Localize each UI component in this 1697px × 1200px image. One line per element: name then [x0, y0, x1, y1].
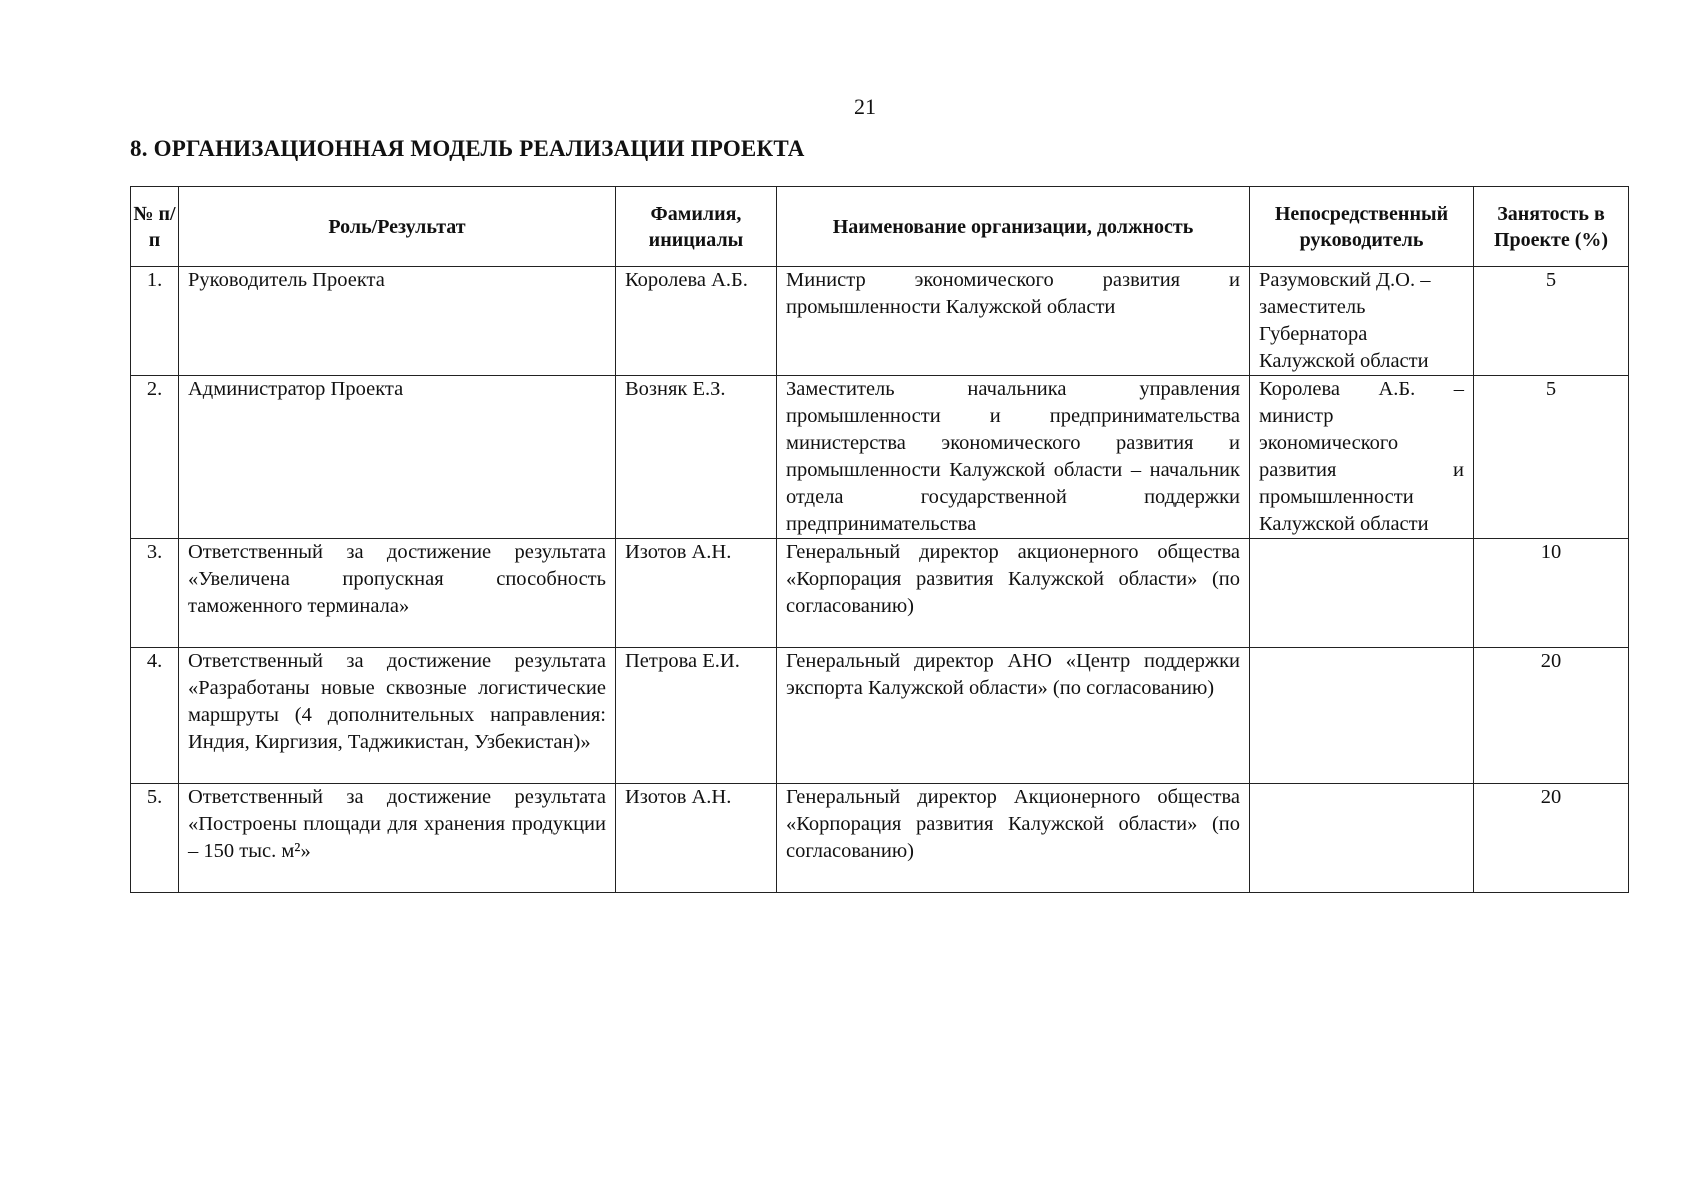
table-header-row: [131, 187, 1629, 267]
row-name: Королева А.Б.: [616, 267, 777, 376]
header-organization: Наименование организации, должность: [777, 187, 1250, 267]
row-manager: [1250, 539, 1474, 648]
row-organization: Заместитель начальника управления промышленности и предпринимательства министерства экономического развития и промышленности Калужской области – начальник отдела государственной поддержки предпринимательства: [777, 376, 1250, 539]
row-num: 5.: [131, 784, 179, 893]
row-role: Ответственный за достижение результата «Построены площади для хранения продукции – 150 тыс. м²»: [179, 784, 616, 893]
table-row: [131, 648, 1629, 784]
row-num: 3.: [131, 539, 179, 648]
row-name: Изотов А.Н.: [616, 539, 777, 648]
row-organization: Генеральный директор АНО «Центр поддержки экспорта Калужской области» (по согласованию): [777, 648, 1250, 784]
row-workload: 5: [1474, 376, 1629, 539]
row-num: 1.: [131, 267, 179, 376]
header-manager: Непосредственный руководитель: [1250, 187, 1474, 267]
table-row: [131, 267, 1629, 376]
row-num: 2.: [131, 376, 179, 539]
row-manager: Королева А.Б. – министр экономического развития и промышленности Калужской области: [1250, 376, 1474, 539]
page-number: 21: [854, 94, 876, 119]
table-row: [131, 539, 1629, 648]
organizational-model-table: [130, 186, 1629, 893]
section-title: 8. ОРГАНИЗАЦИОННАЯ МОДЕЛЬ РЕАЛИЗАЦИИ ПРОЕКТА: [130, 136, 805, 161]
row-workload: 10: [1474, 539, 1629, 648]
header-workload: Занятость в Проекте (%): [1474, 187, 1629, 267]
header-name: Фамилия, инициалы: [616, 187, 777, 267]
table-row: [131, 784, 1629, 893]
row-workload: 20: [1474, 648, 1629, 784]
table-row: [131, 376, 1629, 539]
row-name: Возняк Е.З.: [616, 376, 777, 539]
row-organization: Генеральный директор Акционерного общества «Корпорация развития Калужской области» (по согласованию): [777, 784, 1250, 893]
row-workload: 20: [1474, 784, 1629, 893]
row-organization: Министр экономического развития и промышленности Калужской области: [777, 267, 1250, 376]
row-name: Петрова Е.И.: [616, 648, 777, 784]
row-role: Ответственный за достижение результата «Разработаны новые сквозные логистические маршруты (4 дополнительных направления: Индия, Киргизия, Таджикистан, Узбекистан)»: [179, 648, 616, 784]
row-num: 4.: [131, 648, 179, 784]
row-role: Ответственный за достижение результата «Увеличена пропускная способность таможенного терминала»: [179, 539, 616, 648]
row-manager: [1250, 784, 1474, 893]
row-organization: Генеральный директор акционерного общества «Корпорация развития Калужской области» (по согласованию): [777, 539, 1250, 648]
row-role: Администратор Проекта: [179, 376, 616, 539]
row-manager: [1250, 648, 1474, 784]
row-manager: Разумовский Д.О. – заместитель Губернатора Калужской области: [1250, 267, 1474, 376]
row-role: Руководитель Проекта: [179, 267, 616, 376]
row-workload: 5: [1474, 267, 1629, 376]
header-num: № п/п: [131, 187, 179, 267]
header-role: Роль/Результат: [179, 187, 616, 267]
row-name: Изотов А.Н.: [616, 784, 777, 893]
